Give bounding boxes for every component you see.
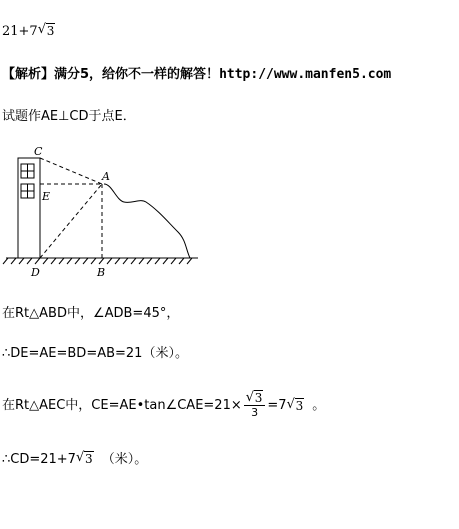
step4-sqrt: √ 3 [76,451,94,467]
answer-radicand: 3 [46,24,55,38]
analysis-url: http://www.manfen5.com [219,67,392,82]
step3-frac-num: 3 [254,391,263,405]
step3-frac-den: 3 [251,406,259,419]
step3-sqrt: √ 3 [287,398,305,414]
step3-lead: 在Rt△AEC中，CE=AE•tan∠CAE=21× [2,397,242,413]
answer-prefix: 21+7 [2,24,38,39]
label-D: D [31,266,40,279]
hill-outline [104,184,190,258]
label-B: B [97,266,106,279]
answer-sqrt [38,23,56,39]
step4-tail: （米）。 [101,452,148,467]
analysis-tag: 【解析】 [2,67,55,82]
ground-hatching [3,258,192,264]
line-CA [40,158,102,184]
step1-text: 在Rt△ABD中，∠ADB=45°， [2,306,180,321]
step3-line [2,392,325,419]
step2-text: ∴DE=AE=BD=AB=21（米）。 [2,346,188,361]
step3-eq: =7 [267,397,287,413]
analysis-heading: 满分5，给你不一样的解答！ [54,67,220,82]
geometry-figure [0,140,210,285]
step3-tail: 。 [312,397,326,413]
step4-lead: ∴CD=21+7 [2,452,76,467]
step0-text: 试题作AE⊥CD于点E． [2,109,136,124]
label-C: C [34,145,43,158]
label-A: A [102,170,110,183]
answer-line [2,23,55,40]
step3-fraction [244,392,266,419]
analysis-header [2,67,391,83]
step4-line [2,451,147,468]
label-E: E [42,190,51,203]
